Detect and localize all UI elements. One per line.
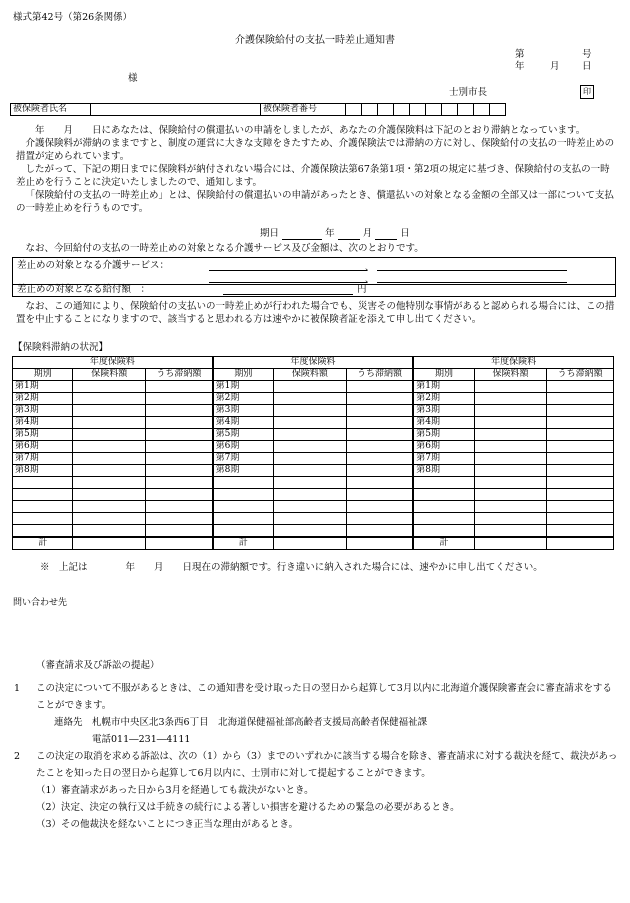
- blank-period-cell[interactable]: [413, 477, 474, 489]
- insured-info-table: [10, 103, 506, 116]
- arrears-amount-cell[interactable]: [547, 525, 614, 538]
- blank-period-cell[interactable]: [213, 477, 274, 489]
- arrears-amount-cell[interactable]: [146, 405, 213, 417]
- premium-amount-cell[interactable]: [73, 537, 146, 550]
- arrears-amount-cell[interactable]: [146, 393, 213, 405]
- date-year: 年: [515, 61, 525, 72]
- period-cell: 第8期: [413, 465, 474, 477]
- arrears-amount-cell[interactable]: [547, 453, 614, 465]
- premium-amount-cell[interactable]: [73, 405, 146, 417]
- doc-no-go: 号: [582, 49, 592, 60]
- date-day: 日: [582, 61, 592, 72]
- premium-amount-cell[interactable]: [274, 465, 347, 477]
- period-cell: 第1期: [413, 381, 474, 393]
- premium-amount-cell[interactable]: [274, 441, 347, 453]
- period-cell: 第4期: [413, 417, 474, 429]
- premium-amount-cell[interactable]: [274, 501, 347, 513]
- arrears-table: [12, 356, 614, 550]
- premium-amount-cell[interactable]: [73, 381, 146, 393]
- premium-amount-cell[interactable]: [474, 381, 547, 393]
- col-period-header: 期別: [413, 369, 474, 381]
- blank-period-cell[interactable]: [13, 477, 73, 489]
- insured-number-digit[interactable]: [394, 104, 410, 116]
- table-row: [13, 465, 614, 477]
- period-cell: 第3期: [13, 405, 73, 417]
- premium-amount-cell[interactable]: [73, 513, 146, 525]
- appeal-heading: （審査請求及び訴訟の提起）: [36, 660, 160, 671]
- arrears-amount-cell[interactable]: [547, 489, 614, 501]
- table-row: [13, 393, 614, 405]
- premium-amount-cell[interactable]: [474, 477, 547, 489]
- blank-period-cell[interactable]: [213, 489, 274, 501]
- appeal-contact: 連絡先 札幌市中央区北3条西6丁目 北海道保健福祉部高齢者支援局高齢者保健福祉課: [54, 717, 428, 728]
- arrears-amount-cell[interactable]: [346, 405, 413, 417]
- blank-period-cell[interactable]: [413, 513, 474, 525]
- arrears-amount-cell[interactable]: [346, 417, 413, 429]
- table-row: [13, 513, 614, 525]
- premium-amount-cell[interactable]: [274, 393, 347, 405]
- year-premium-header: 年度保険料: [213, 357, 414, 369]
- arrears-amount-cell[interactable]: [547, 501, 614, 513]
- period-cell: 第8期: [213, 465, 274, 477]
- period-cell: 第7期: [413, 453, 474, 465]
- premium-amount-cell[interactable]: [274, 417, 347, 429]
- premium-amount-cell[interactable]: [474, 453, 547, 465]
- period-cell: 第5期: [213, 429, 274, 441]
- arrears-amount-cell[interactable]: [146, 513, 213, 525]
- period-cell: 第5期: [413, 429, 474, 441]
- arrears-amount-cell[interactable]: [346, 465, 413, 477]
- insured-number-digit[interactable]: [458, 104, 474, 116]
- premium-amount-cell[interactable]: [274, 477, 347, 489]
- arrears-amount-cell[interactable]: [547, 477, 614, 489]
- insured-name-label: 被保険者氏名: [11, 104, 91, 116]
- arrears-amount-cell[interactable]: [146, 441, 213, 453]
- premium-amount-cell[interactable]: [73, 393, 146, 405]
- arrears-amount-cell[interactable]: [547, 393, 614, 405]
- premium-amount-cell[interactable]: [73, 525, 146, 538]
- table-row: [13, 489, 614, 501]
- insured-number-digit[interactable]: [410, 104, 426, 116]
- premium-amount-cell[interactable]: [73, 441, 146, 453]
- body-paragraph-4: 「保険給付の支払の一時差止め」とは、保険給付の償還払いの申請があったとき、償還払いの対象となる金額の全部又は一部について支払の一時差止めを行うものです。: [16, 190, 614, 214]
- premium-amount-cell[interactable]: [73, 417, 146, 429]
- arrears-amount-cell[interactable]: [146, 477, 213, 489]
- year-premium-header: 年度保険料: [413, 357, 613, 369]
- period-cell: 第6期: [213, 441, 274, 453]
- body-paragraph-1: 年 月 日にあなたは、保険給付の償還払いの申請をしましたが、あなたの介護保険料は下記のとおり滞納となっています。: [16, 125, 586, 136]
- premium-amount-cell[interactable]: [73, 501, 146, 513]
- total-cell: 計: [213, 537, 274, 550]
- table-row: [13, 381, 614, 393]
- period-cell: 第4期: [213, 417, 274, 429]
- insured-name-field[interactable]: [91, 104, 261, 116]
- col-premium-header: 保険料額: [274, 369, 347, 381]
- insured-number-digit[interactable]: [378, 104, 394, 116]
- inquiry-label: 問い合わせ先: [13, 598, 68, 608]
- period-cell: 第2期: [13, 393, 73, 405]
- table-row: [13, 537, 614, 550]
- mayor-name: 士別市長: [449, 87, 488, 98]
- total-cell: 計: [13, 537, 73, 550]
- service-field-2[interactable]: [377, 270, 567, 271]
- table-row: [13, 417, 614, 429]
- arrears-amount-cell[interactable]: [146, 501, 213, 513]
- body-paragraph-5: なお、今回給付の支払の一時差止めの対象となる介護サービス及び金額は、次のとおりです。: [25, 243, 424, 254]
- date-month: 月: [550, 61, 560, 72]
- deadline-year: 年: [325, 228, 335, 239]
- service-field-1[interactable]: [209, 270, 367, 271]
- premium-amount-cell[interactable]: [73, 465, 146, 477]
- arrears-amount-cell[interactable]: [346, 525, 413, 538]
- blank-period-cell[interactable]: [213, 525, 274, 538]
- deadline-month: 月: [362, 228, 373, 239]
- total-cell: 計: [413, 537, 474, 550]
- target-service-label: 差止めの対象となる介護サービス：: [17, 260, 170, 271]
- blank-period-cell[interactable]: [413, 489, 474, 501]
- appeal-sub-3: （3）その他裁決を経ないことにつき正当な理由があるとき。: [36, 819, 298, 830]
- arrears-amount-cell[interactable]: [346, 477, 413, 489]
- blank-period-cell[interactable]: [13, 525, 73, 538]
- col-arrears-header: うち滞納額: [146, 369, 213, 381]
- premium-amount-cell[interactable]: [474, 525, 547, 538]
- body-paragraph-2: 介護保険料が滞納のままですと、制度の運営に大きな支障をきたすため、介護保険法では滞納の方に対し、保険給付の支払の一時差止めの措置が定められています。: [16, 138, 615, 162]
- arrears-amount-cell[interactable]: [346, 489, 413, 501]
- premium-amount-cell[interactable]: [474, 417, 547, 429]
- arrears-amount-cell[interactable]: [346, 453, 413, 465]
- arrears-amount-cell[interactable]: [547, 405, 614, 417]
- arrears-amount-cell[interactable]: [547, 513, 614, 525]
- arrears-amount-cell[interactable]: [547, 537, 614, 550]
- period-cell: 第7期: [13, 453, 73, 465]
- blank-period-cell[interactable]: [213, 501, 274, 513]
- premium-amount-cell[interactable]: [274, 381, 347, 393]
- arrears-amount-cell[interactable]: [547, 465, 614, 477]
- period-cell: 第3期: [413, 405, 474, 417]
- appeal-sub-2: （2）決定、決定の執行又は手続きの続行による著しい損害を避けるための緊急の必要があるとき。: [36, 802, 460, 813]
- col-period-header: 期別: [213, 369, 274, 381]
- arrears-amount-cell[interactable]: [146, 429, 213, 441]
- premium-amount-cell[interactable]: [474, 405, 547, 417]
- arrears-amount-cell[interactable]: [547, 417, 614, 429]
- premium-amount-cell[interactable]: [474, 501, 547, 513]
- service-field-4[interactable]: [377, 282, 567, 283]
- table-row: [13, 525, 614, 538]
- target-box: 差止めの対象となる介護サービス： 、 、 差止めの対象となる給付額 ： 円: [12, 257, 616, 297]
- col-arrears-header: うち滞納額: [547, 369, 614, 381]
- year-premium-header: 年度保険料: [13, 357, 213, 369]
- period-cell: 第1期: [13, 381, 73, 393]
- insured-number-digit[interactable]: [442, 104, 458, 116]
- arrears-table-container: [12, 356, 614, 550]
- premium-amount-cell[interactable]: [474, 429, 547, 441]
- premium-amount-cell[interactable]: [274, 429, 347, 441]
- document-title: 介護保険給付の支払一時差止通知書: [235, 35, 395, 46]
- period-cell: 第2期: [213, 393, 274, 405]
- arrears-amount-cell[interactable]: [146, 465, 213, 477]
- target-amount-label: 差止めの対象となる給付額 ：: [17, 284, 151, 295]
- period-cell: 第2期: [413, 393, 474, 405]
- premium-amount-cell[interactable]: [73, 453, 146, 465]
- blank-period-cell[interactable]: [13, 501, 73, 513]
- arrears-amount-cell[interactable]: [346, 537, 413, 550]
- arrears-amount-cell[interactable]: [547, 441, 614, 453]
- arrears-amount-cell[interactable]: [346, 381, 413, 393]
- arrears-amount-cell[interactable]: [547, 429, 614, 441]
- appeal-section: [14, 680, 618, 833]
- arrears-amount-cell[interactable]: [146, 381, 213, 393]
- deadline-day: 日: [400, 228, 410, 239]
- col-arrears-header: うち滞納額: [346, 369, 413, 381]
- insured-number-digit[interactable]: [426, 104, 442, 116]
- body-text: [16, 124, 616, 215]
- arrears-note: ※ 上記は 年 月 日現在の滞納額です。行き違いに納入された場合には、速やかに申し出てください。: [40, 562, 543, 573]
- appeal-item1-text: この決定について不服があるときは、この通知書を受け取った日の翌日から起算して3月以内に北海道介護保険審査会に審査請求をすることができます。: [36, 683, 612, 711]
- premium-amount-cell[interactable]: [474, 393, 547, 405]
- period-cell: 第6期: [413, 441, 474, 453]
- insured-number-label: 被保険者番号: [261, 104, 346, 116]
- insured-number-digit[interactable]: [490, 104, 506, 116]
- period-cell: 第6期: [13, 441, 73, 453]
- table-row: [13, 429, 614, 441]
- arrears-amount-cell[interactable]: [146, 537, 213, 550]
- blank-period-cell[interactable]: [413, 525, 474, 538]
- blank-period-cell[interactable]: [13, 513, 73, 525]
- blank-period-cell[interactable]: [213, 513, 274, 525]
- deadline-line: [260, 228, 410, 240]
- premium-amount-cell[interactable]: [474, 513, 547, 525]
- arrears-amount-cell[interactable]: [146, 417, 213, 429]
- premium-amount-cell[interactable]: [274, 525, 347, 538]
- period-cell: 第4期: [13, 417, 73, 429]
- amount-field[interactable]: [223, 294, 353, 295]
- premium-amount-cell[interactable]: [274, 489, 347, 501]
- table-row: [13, 501, 614, 513]
- doc-no-dai: 第: [515, 49, 525, 60]
- period-cell: 第3期: [213, 405, 274, 417]
- deadline-label: 期日: [260, 228, 280, 239]
- premium-amount-cell[interactable]: [73, 489, 146, 501]
- appeal-item1-number: 1: [14, 683, 21, 694]
- appeal-item2-text: この決定の取消を求める訴訟は、次の（1）から（3）までのいずれかに該当する場合を除き、審査請求に対する裁決を経て、裁決があったことを知った日の翌日から起算して6月以内に、士別市に対して提起することができます。: [36, 751, 618, 779]
- arrears-amount-cell[interactable]: [146, 489, 213, 501]
- insured-number-digit[interactable]: [362, 104, 378, 116]
- table-row: [13, 477, 614, 489]
- premium-amount-cell[interactable]: [274, 537, 347, 550]
- arrears-amount-cell[interactable]: [547, 381, 614, 393]
- col-premium-header: 保険料額: [474, 369, 547, 381]
- period-cell: 第5期: [13, 429, 73, 441]
- premium-amount-cell[interactable]: [474, 465, 547, 477]
- arrears-amount-cell[interactable]: [346, 441, 413, 453]
- premium-amount-cell[interactable]: [274, 453, 347, 465]
- table-row: [13, 453, 614, 465]
- period-cell: 第8期: [13, 465, 73, 477]
- body-paragraph-3: したがって、下記の期日までに保険料が納付されない場合には、介護保険法第67条第1項・第2項の規定に基づき、保険給付の支払の一時差止めを行うことに決定いたしましたので、通知します。: [16, 164, 610, 188]
- arrears-amount-cell[interactable]: [146, 525, 213, 538]
- service-field-3[interactable]: [209, 282, 367, 283]
- appeal-item2-number: 2: [14, 751, 21, 762]
- addressee-sama: 様: [128, 73, 138, 84]
- arrears-amount-cell[interactable]: [346, 393, 413, 405]
- form-number: 様式第42号（第26条関係）: [13, 12, 133, 23]
- arrears-amount-cell[interactable]: [346, 501, 413, 513]
- period-cell: 第7期: [213, 453, 274, 465]
- seal-mark: 印: [580, 85, 594, 99]
- arrears-amount-cell[interactable]: [146, 453, 213, 465]
- arrears-amount-cell[interactable]: [346, 429, 413, 441]
- appeal-phone: 電話011―231―4111: [92, 734, 191, 745]
- table-row: [13, 441, 614, 453]
- col-premium-header: 保険料額: [73, 369, 146, 381]
- yen-label: 円: [357, 284, 367, 295]
- arrears-heading: 【保険料滞納の状況】: [13, 342, 109, 353]
- premium-amount-cell[interactable]: [73, 429, 146, 441]
- premium-amount-cell[interactable]: [474, 537, 547, 550]
- blank-period-cell[interactable]: [13, 489, 73, 501]
- blank-period-cell[interactable]: [413, 501, 474, 513]
- body-paragraph-6: なお、この通知により、保険給付の支払いの一時差止めが行われた場合でも、災害その他特別な事情があると認められる場合には、この措置を中止することになりますので、該当すると思われる方は速やかに被保険者証を添えて申し出てください。: [16, 301, 615, 325]
- insured-number-digit[interactable]: [346, 104, 362, 116]
- insured-number-digit[interactable]: [474, 104, 490, 116]
- arrears-amount-cell[interactable]: [346, 513, 413, 525]
- premium-amount-cell[interactable]: [73, 477, 146, 489]
- premium-amount-cell[interactable]: [474, 489, 547, 501]
- appeal-sub-1: （1）審査請求があった日から3月を経過しても裁決がないとき。: [36, 785, 314, 796]
- premium-amount-cell[interactable]: [274, 405, 347, 417]
- period-cell: 第1期: [213, 381, 274, 393]
- col-period-header: 期別: [13, 369, 73, 381]
- table-row: [13, 405, 614, 417]
- premium-amount-cell[interactable]: [474, 441, 547, 453]
- premium-amount-cell[interactable]: [274, 513, 347, 525]
